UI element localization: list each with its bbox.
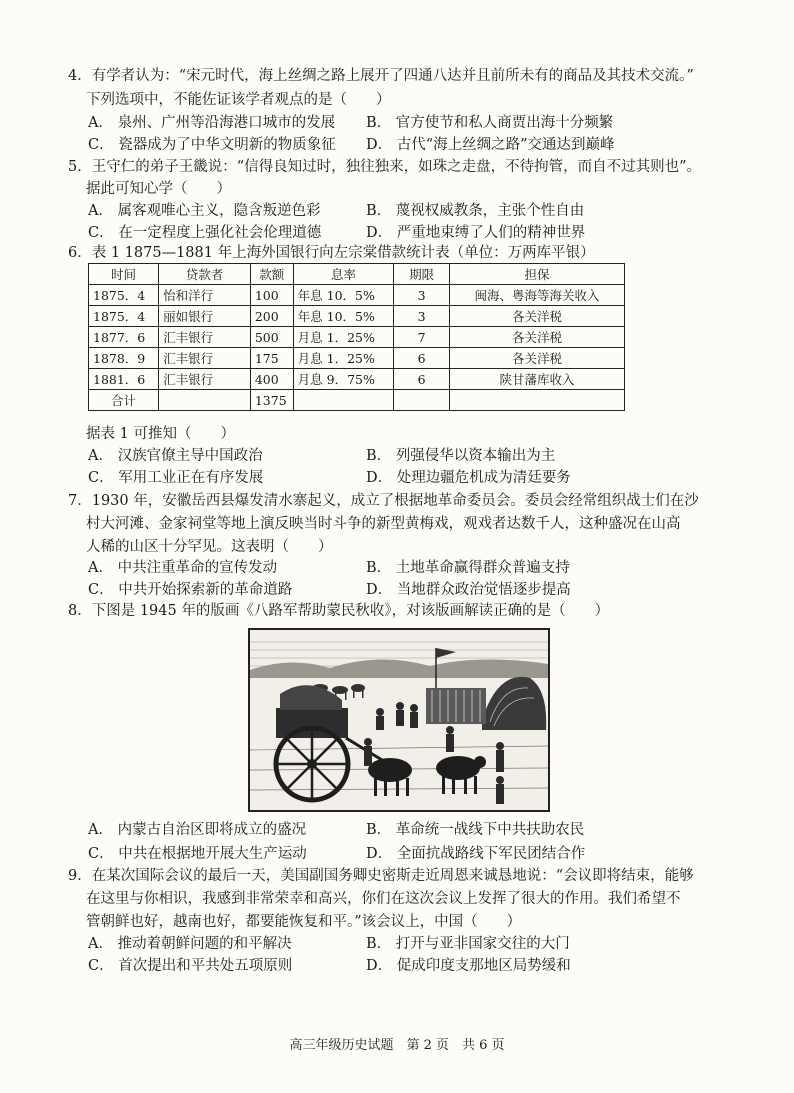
q5-option-a[interactable]: A． 属客观唯心主义，隐含叛逆色彩	[88, 203, 321, 219]
table-cell: 1878．9	[89, 348, 159, 369]
table-cell: 月息 1．25%	[293, 327, 394, 348]
table-cell	[293, 390, 394, 411]
table-cell: 汇丰银行	[159, 348, 251, 369]
table-cell: 7	[394, 327, 450, 348]
q5-option-c[interactable]: C． 在一定程度上强化社会伦理道德	[88, 225, 322, 241]
page-footer: 高三年级历史试题 第 2 页 共 6 页	[289, 1038, 505, 1053]
q6-option-d[interactable]: D． 处理边疆危机成为清廷要务	[366, 470, 571, 486]
q8-option-b[interactable]: B． 革命统一战线下中共扶助农民	[366, 822, 585, 838]
table-cell: 年息 10．5%	[293, 285, 394, 306]
q9-option-b[interactable]: B． 打开与亚非国家交往的大门	[366, 936, 570, 952]
q5-option-d[interactable]: D． 严重地束缚了人们的精神世界	[366, 225, 586, 241]
table-cell: 丽如银行	[159, 306, 251, 327]
table-cell: 1877．6	[89, 327, 159, 348]
q9-stem-line2: 在这里与你相识，我感到非常荣幸和高兴，你们在这次会议上发挥了很大的作用。我们希望不	[86, 891, 681, 907]
q5-option-b[interactable]: B． 蔑视权威教条，主张个性自由	[366, 203, 585, 219]
table-cell: 400	[250, 369, 293, 390]
table-cell: 怡和洋行	[159, 285, 251, 306]
table-cell: 闽海、粤海等海关收入	[450, 285, 625, 306]
q7-option-a[interactable]: A． 中共注重革命的宣传发动	[88, 560, 278, 576]
table-row	[89, 306, 625, 327]
table-cell	[159, 390, 251, 411]
q9-stem-line3: 管朝鲜也好，越南也好，都要能恢复和平。”该会议上，中国（ ）	[86, 914, 522, 930]
q6-option-a[interactable]: A． 汉族官僚主导中国政治	[88, 448, 263, 464]
q4-option-c[interactable]: C． 瓷器成为了中华文明新的物质象征	[88, 137, 336, 153]
table-cell: 汇丰银行	[159, 369, 251, 390]
q6-option-b[interactable]: B． 列强侵华以资本输出为主	[366, 448, 556, 464]
table-cell: 各关洋税	[450, 348, 625, 369]
table-header-cell: 款额	[250, 264, 293, 285]
table-cell: 汇丰银行	[159, 327, 251, 348]
table-total-row	[89, 390, 625, 411]
q9-option-c[interactable]: C． 首次提出和平共处五项原则	[88, 958, 293, 974]
table-cell: 6	[394, 369, 450, 390]
q7-option-c[interactable]: C． 中共开始探索新的革命道路	[88, 582, 293, 598]
table-cell: 1875．4	[89, 285, 159, 306]
table-header-cell: 时间	[89, 264, 159, 285]
q9-option-d[interactable]: D． 促成印度支那地区局势缓和	[366, 958, 571, 974]
table-row	[89, 369, 625, 390]
table-header-cell: 期限	[394, 264, 450, 285]
table-cell: 1881．6	[89, 369, 159, 390]
woodcut-print-image	[248, 628, 550, 812]
table-header-cell: 贷款者	[159, 264, 251, 285]
q9-option-a[interactable]: A． 推动着朝鲜问题的和平解决	[88, 936, 292, 952]
table-cell: 各关洋税	[450, 306, 625, 327]
table-cell: 陕甘藩库收入	[450, 369, 625, 390]
q5-stem-line1: 5．王守仁的弟子王畿说：“信得良知过时，独往独来，如珠之走盘，不待拘管，而自不过其则也”。	[68, 159, 702, 175]
table-cell: 3	[394, 285, 450, 306]
q7-option-d[interactable]: D． 当地群众政治觉悟逐步提高	[366, 582, 571, 598]
table-cell: 各关洋税	[450, 327, 625, 348]
table-cell: 年息 10．5%	[293, 306, 394, 327]
q4-stem-line1: 4．有学者认为：“宋元时代，海上丝绸之路上展开了四通八达并且前所未有的商品及其技术交流。”	[68, 68, 694, 84]
q4-option-b[interactable]: B． 官方使节和私人商贾出海十分频繁	[366, 115, 614, 131]
q4-stem-line2: 下列选项中，不能佐证该学者观点的是（ ）	[86, 92, 391, 108]
table-cell	[450, 390, 625, 411]
table-cell: 200	[250, 306, 293, 327]
q8-option-d[interactable]: D． 全面抗战路线下军民团结合作	[366, 846, 586, 862]
table-cell: 175	[250, 348, 293, 369]
q7-stem-line1: 7．1930 年，安徽岳西县爆发清水寨起义，成立了根据地革命委员会。委员会经常组织战士们在沙	[68, 493, 699, 509]
table-cell: 月息 1．25%	[293, 348, 394, 369]
q4-option-d[interactable]: D． 古代“海上丝绸之路”交通达到巅峰	[366, 137, 615, 153]
q6-stem2: 据表 1 可推知（ ）	[86, 426, 235, 442]
q7-option-b[interactable]: B． 土地革命赢得群众普遍支持	[366, 560, 570, 576]
table-cell: 1875．4	[89, 306, 159, 327]
q6-option-c[interactable]: C． 军用工业正在有序发展	[88, 470, 264, 486]
table-row	[89, 348, 625, 369]
q8-option-c[interactable]: C． 中共在根据地开展大生产运动	[88, 846, 307, 862]
q8-stem: 8．下图是 1945 年的版画《八路军帮助蒙民秋收》，对该版画解读正确的是（ ）	[68, 603, 610, 619]
table-header-cell: 担保	[450, 264, 625, 285]
q5-stem-line2: 据此可知心学（ ）	[86, 181, 231, 197]
loan-table	[88, 263, 625, 411]
table-cell: 月息 9．75%	[293, 369, 394, 390]
table-cell	[394, 390, 450, 411]
table-cell: 500	[250, 327, 293, 348]
q8-option-a[interactable]: A． 内蒙古自治区即将成立的盛况	[88, 822, 307, 838]
q9-stem-line1: 9．在某次国际会议的最后一天，美国副国务卿史密斯走近周恩来诚恳地说：“会议即将结束，能够	[68, 868, 694, 884]
table-total-label: 合计	[89, 390, 159, 411]
q4-option-a[interactable]: A． 泉州、广州等沿海港口城市的发展	[88, 115, 336, 131]
table-header-row	[89, 264, 625, 285]
table-row	[89, 327, 625, 348]
table-cell: 3	[394, 306, 450, 327]
table-row	[89, 285, 625, 306]
q7-stem-line3: 人稀的山区十分罕见。这表明（ ）	[86, 539, 333, 555]
woodcut-illustration	[250, 630, 548, 810]
table-cell: 100	[250, 285, 293, 306]
table-total-amount: 1375	[250, 390, 293, 411]
q7-stem-line2: 村大河滩、金家祠堂等地上演反映当时斗争的新型黄梅戏，观戏者达数千人，这种盛况在山高	[86, 516, 681, 532]
table-cell: 6	[394, 348, 450, 369]
table-header-cell: 息率	[293, 264, 394, 285]
q6-stem: 6．表 1 1875—1881 年上海外国银行向左宗棠借款统计表（单位：万两库平银）	[68, 245, 595, 261]
